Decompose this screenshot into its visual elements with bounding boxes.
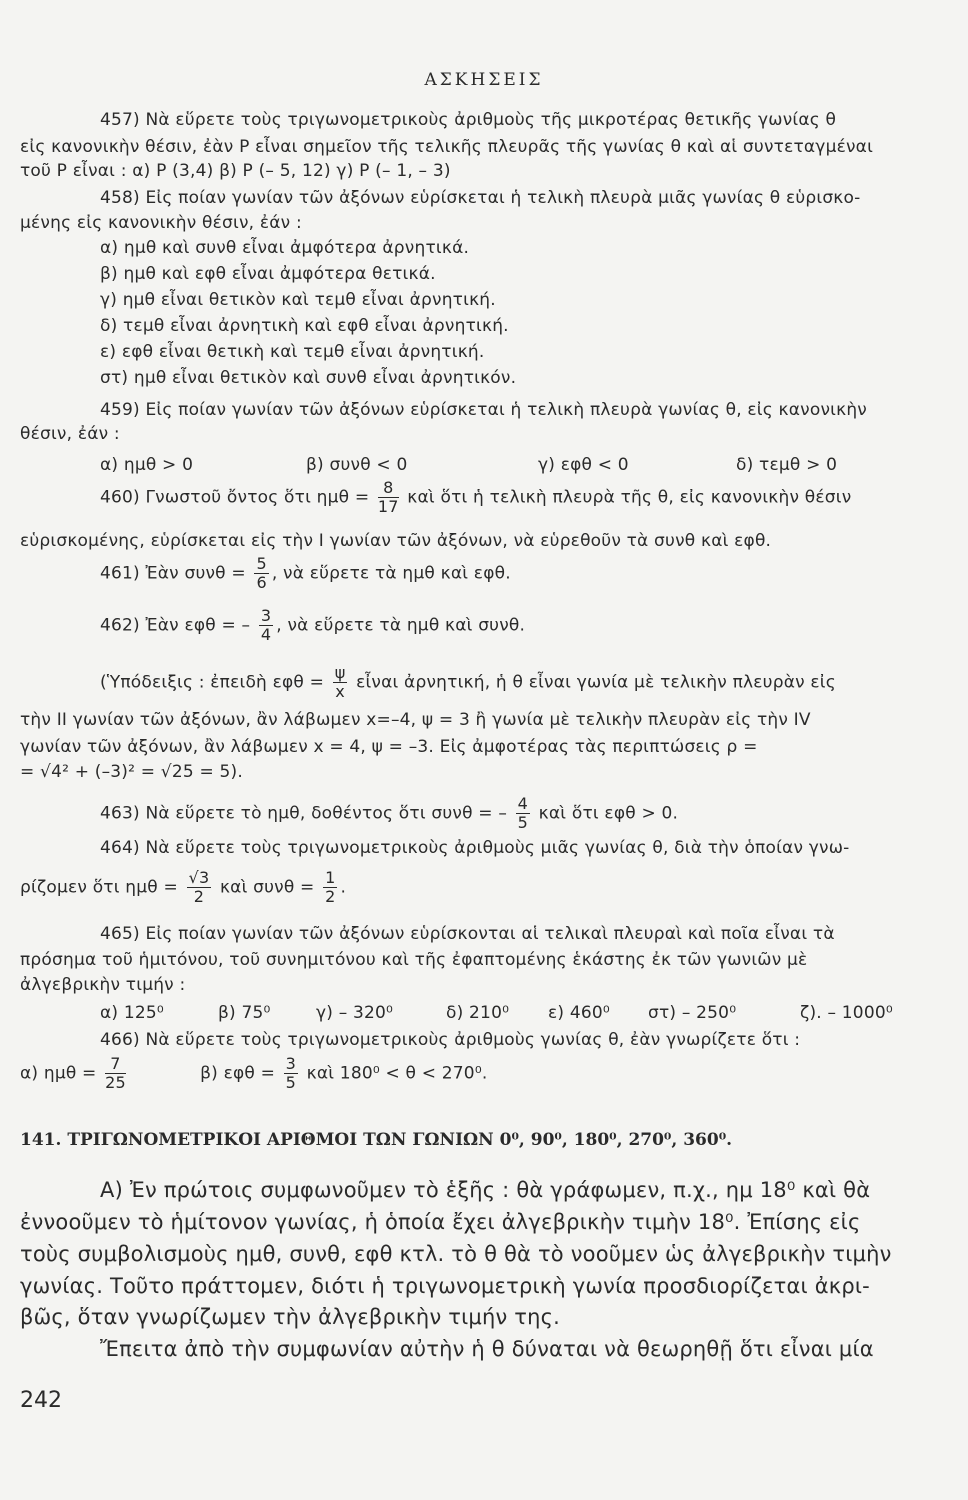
- text-line: 465) Εἰς ποίαν γωνίαν τῶν ἀξόνων εὑρίσκονται αἱ τελικαὶ πλευραὶ καὶ ποῖα εἶναι τὰ: [100, 924, 835, 944]
- text-line: καὶ 180⁰ < θ < 270⁰.: [306, 1063, 488, 1084]
- text-line: εἰς κανονικὴν θέσιν, ἐὰν P εἶναι σημεῖον τῆς τελικῆς πλευρᾶς τῆς γωνίας θ καὶ αἱ συντεταγμέναι: [20, 137, 874, 157]
- text-line: β) 75⁰: [218, 1003, 271, 1023]
- text-line: στ) – 250⁰: [648, 1003, 737, 1023]
- text-line: 464) Νὰ εὕρετε τοὺς τριγωνομετρικοὺς ἀριθμοὺς μιᾶς γωνίας θ, διὰ τὴν ὁποίαν γνω-: [100, 838, 850, 858]
- text-line: γ) εφθ < 0: [538, 455, 629, 475]
- text-line: γ) – 320⁰: [316, 1003, 394, 1023]
- text-line: α) ημθ > 0: [100, 455, 194, 475]
- body-line: τοὺς συμβολισμοὺς ημθ, συνθ, εφθ κτλ. τὸ θ θὰ τὸ νοοῦμεν ὡς ἀλγεβρικὴν τιμὴν: [20, 1242, 892, 1266]
- text-line: α) ημθ =: [20, 1063, 97, 1084]
- fraction: $\frac{\psi}{x}$: [334, 663, 346, 701]
- text-line: 461) Ἐὰν συνθ =: [100, 563, 246, 584]
- text-line: μένης εἰς κανονικὴν θέσιν, ἐάν :: [20, 213, 302, 233]
- text-line: ζ). – 1000⁰: [800, 1003, 893, 1023]
- text-line: 466) Νὰ εὕρετε τοὺς τριγωνομετρικοὺς ἀριθμοὺς γωνίας θ, ἐὰν γνωρίζετε ὅτι :: [100, 1030, 801, 1050]
- fraction: $\frac{√3}{2}$: [188, 868, 210, 906]
- text-line: εἶναι ἀρνητική, ἡ θ εἶναι γωνία μὲ τελικὴν πλευρὰν εἰς: [356, 672, 836, 693]
- body-line: Ἔπειτα ἀπὸ τὴν συμφωνίαν αὐτὴν ἡ θ δύναται νὰ θεωρηθῇ ὅτι εἶναι μία: [100, 1337, 874, 1361]
- text-line: , νὰ εὕρετε τὰ ημθ καὶ εφθ.: [271, 563, 511, 584]
- fraction: $\frac{4}{5}$: [517, 794, 529, 832]
- text-line: καὶ συνθ =: [219, 877, 315, 898]
- text-line: πρόσημα τοῦ ἡμιτόνου, τοῦ συνημιτόνου καὶ τῆς ἐφαπτομένης ἑκάστης ἐκ τῶν γωνιῶν μὲ: [20, 950, 808, 970]
- text-line: , νὰ εὕρετε τὰ ημθ καὶ συνθ.: [276, 615, 526, 636]
- text-line: 457) Νὰ εὕρετε τοὺς τριγωνομετρικοὺς ἀριθμοὺς τῆς μικροτέρας θετικῆς γωνίας θ: [100, 110, 837, 130]
- text-line: 460) Γνωστοῦ ὄντος ὅτι ημθ =: [100, 487, 370, 508]
- text-line: καὶ ὅτι ἡ τελικὴ πλευρὰ τῆς θ, εἰς κανονικὴν θέσιν: [407, 487, 852, 508]
- text-line: 463) Νὰ εὕρετε τὸ ημθ, δοθέντος ὅτι συνθ = –: [100, 803, 508, 824]
- body-line: γωνίας. Τοῦτο πράττομεν, διότι ἡ τριγωνομετρικὴ γωνία προσδιορίζεται ἀκρι-: [20, 1274, 870, 1298]
- text-line: α) ημθ καὶ συνθ εἶναι ἀμφότερα ἀρνητικά.: [100, 238, 470, 258]
- text-line: β) ημθ καὶ εφθ εἶναι ἀμφότερα θετικά.: [100, 264, 436, 284]
- text-line: καὶ ὅτι εφθ > 0.: [538, 803, 679, 824]
- fraction: $\frac{5}{6}$: [256, 554, 267, 592]
- text-line: εὑρισκομένης, εὑρίσκεται εἰς τὴν I γωνίαν τῶν ἀξόνων, νὰ εὑρεθοῦν τὰ συνθ καὶ εφθ.: [20, 531, 772, 551]
- text-line: δ) τεμθ > 0: [736, 455, 838, 475]
- text-line: ε) εφθ εἶναι θετικὴ καὶ τεμθ εἶναι ἀρνητική.: [100, 342, 485, 362]
- text-line: ε) 460⁰: [548, 1003, 610, 1023]
- text-line: δ) τεμθ εἶναι ἀρνητικὴ καὶ εφθ εἶναι ἀρνητική.: [100, 316, 509, 336]
- body-line: Α) Ἐν πρώτοις συμφωνοῦμεν τὸ ἑξῆς : θὰ γράφωμεν, π.χ., ημ 18⁰ καὶ θὰ: [100, 1178, 871, 1202]
- text-line: (Ὑπόδειξις : ἐπειδὴ εφθ =: [100, 672, 325, 693]
- text-line: β) συνθ < 0: [306, 455, 408, 475]
- text-line: 459) Εἰς ποίαν γωνίαν τῶν ἀξόνων εὑρίσκεται ἡ τελικὴ πλευρὰ γωνίας θ, εἰς κανονικὴν: [100, 400, 867, 420]
- fraction: $\frac{3}{5}$: [285, 1054, 297, 1092]
- fraction: $\frac{3}{4}$: [260, 606, 272, 644]
- text-line: ρίζομεν ὅτι ημθ =: [20, 877, 178, 898]
- text-line: α) 125⁰: [100, 1003, 164, 1023]
- page-header: ΑΣΚΗΣΕΙΣ: [424, 70, 544, 90]
- text-line: 458) Εἰς ποίαν γωνίαν τῶν ἀξόνων εὑρίσκεται ἡ τελικὴ πλευρὰ μιᾶς γωνίας θ εὑρισκο-: [100, 188, 861, 208]
- fraction: $\frac{8}{17}$: [377, 478, 399, 516]
- text-line: γωνίαν τῶν ἀξόνων, ἂν λάβωμεν x = 4, ψ = –3. Εἰς ἀμφοτέρας τὰς περιπτώσεις ρ =: [20, 737, 758, 757]
- text-line: θέσιν, ἐάν :: [20, 424, 120, 444]
- text-line: γ) ημθ εἶναι θετικὸν καὶ τεμθ εἶναι ἀρνητική.: [100, 290, 496, 310]
- body-line: ἐννοοῦμεν τὸ ἡμίτονον γωνίας, ἡ ὁποία ἔχει ἀλγεβρικὴν τιμὴν 18⁰. Ἐπίσης εἰς: [20, 1210, 861, 1234]
- text-line: τὴν II γωνίαν τῶν ἀξόνων, ἂν λάβωμεν x=–4, ψ = 3 ἢ γωνία μὲ τελικὴν πλευρὰν εἰς τὴν IV: [20, 710, 811, 730]
- section-title: 141. ΤΡΙΓΩΝΟΜΕΤΡΙΚΟΙ ΑΡΙΘΜΟΙ ΤΩΝ ΓΩΝΙΩΝ 0⁰, 90⁰, 180⁰, 270⁰, 360⁰.: [20, 1130, 733, 1150]
- text-line: β) εφθ =: [200, 1063, 276, 1084]
- text-line: τοῦ P εἶναι : α) P (3,4) β) P (– 5, 12) γ) P (– 1, – 3): [20, 161, 451, 181]
- text-line: = √4² + (–3)² = √25 = 5).: [20, 762, 243, 782]
- text-line: 462) Ἐὰν εφθ = –: [100, 615, 251, 636]
- text-line: στ) ημθ εἶναι θετικὸν καὶ συνθ εἶναι ἀρνητικόν.: [100, 368, 517, 388]
- fraction: $\frac{7}{25}$: [105, 1054, 126, 1092]
- body-line: βῶς, ὅταν γνωρίζωμεν τὴν ἀλγεβρικὴν τιμήν της.: [20, 1305, 561, 1329]
- text-line: ἀλγεβρικὴν τιμήν :: [20, 975, 186, 995]
- page-number: 242: [20, 1388, 62, 1413]
- text-line: δ) 210⁰: [446, 1003, 510, 1023]
- fraction: $\frac{1}{2}$: [325, 868, 336, 906]
